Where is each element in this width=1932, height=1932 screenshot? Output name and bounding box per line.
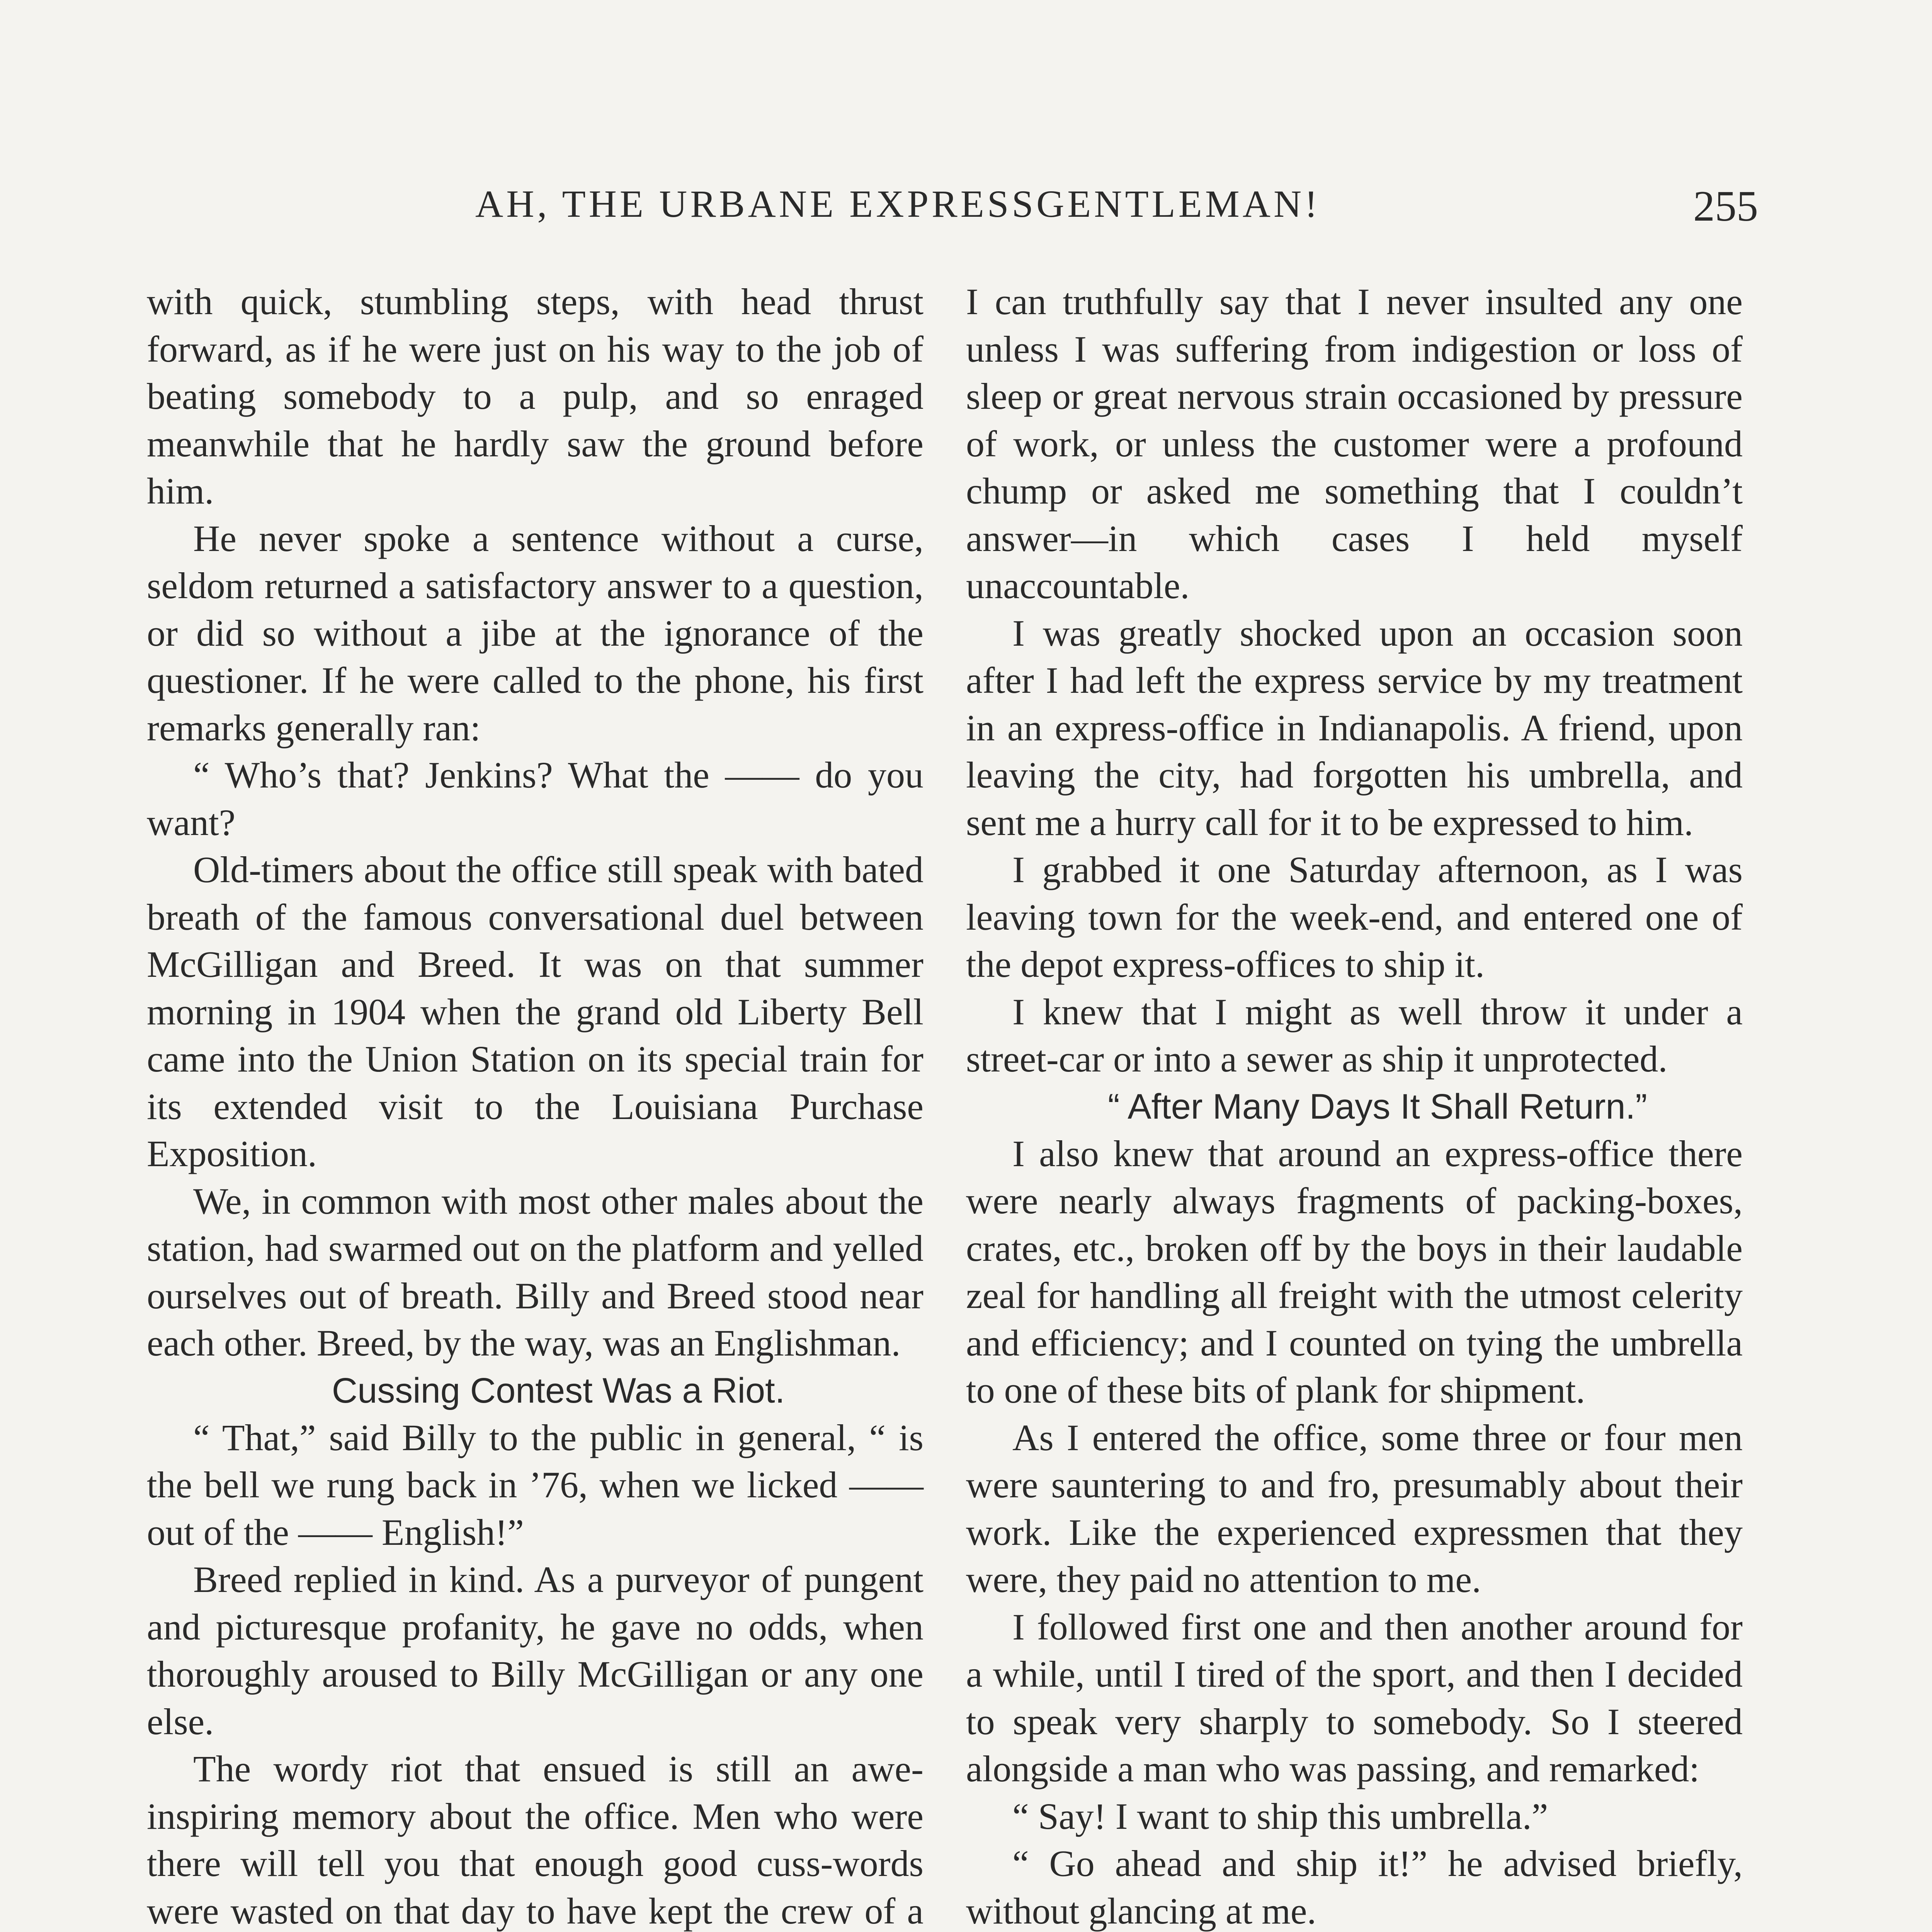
paragraph: “ Say! I want to ship this umbrella.” [1012, 1795, 1548, 1837]
paragraph: I grabbed it one Saturday afternoon, as I was leaving town for the week-end, and entered one of the depot express-offices to ship it. [966, 849, 1743, 985]
paragraph: I can truthfully say that I never insulted any one unless I was suffering from indigestion or loss of sleep or great nervous strain occasioned by pressure of work, or unless the customer were a profound chump or asked me something that I couldn’t answer—in which cases I held myself unaccountable. [966, 281, 1743, 606]
paragraph: “ Who’s that? Jenkins? What the —— do you want? [147, 754, 923, 843]
paragraph: “ That,” said Billy to the public in general, “ is the bell we rung back in ’76, when we licked —— out of the —— English!” [147, 1417, 923, 1553]
paragraph: Old-timers about the office still speak with bated breath of the famous conversational duel between McGilligan and Breed. It was on that summer morning in 1904 when the grand old Liberty Bell came into the Union Station on its special train for its extended visit to the Louisiana Purchase Exposition. [147, 849, 923, 1174]
paragraph: I followed first one and then another around for a while, until I tired of the sport, and then I decided to speak very sharply to somebody. So I steered alongside a man who was passing, and remarked: [966, 1606, 1743, 1789]
page-header [475, 182, 1758, 243]
paragraph: Breed replied in kind. As a purveyor of pungent and picturesque profanity, he gave no odds, when thoroughly aroused to Billy McGilligan or any one else. [147, 1559, 923, 1742]
paragraph: with quick, stumbling steps, with head thrust forward, as if he were just on his way to the job of beating somebody to a pulp, and so enraged meanwhile that he hardly saw the ground before him. [147, 281, 923, 512]
page-number: 255 [1693, 182, 1758, 230]
paragraph: I also knew that around an express-office there were nearly always fragments of packing-boxes, crates, etc., broken off by the boys in their laudable zeal for handling all freight with the utmost celerity and efficiency; and I counted on tying the umbrella to one of these bits of plank for shipment. [966, 1133, 1743, 1411]
running-head: AH, THE URBANE EXPRESSGENTLEMAN! [475, 182, 1321, 225]
paragraph: As I entered the office, some three or four men were sauntering to and fro, presumably about their work. Like the experienced expressmen that they were, they paid no attention to me. [966, 1417, 1743, 1600]
paragraph: The wordy riot that ensued is still an awe-inspiring memory about the office. Men who were there will tell you that enough good cuss-words were wasted on that day to have kept the crew of a [147, 1748, 923, 1932]
paragraph: He never spoke a sentence without a curse, seldom returned a satisfactory answer to a question, or did so without a jibe at the ignorance of the questioner. If he were called to the phone, his first remarks generally ran: [147, 517, 923, 748]
section-subhead: Cussing Contest Was a Riot. [332, 1371, 785, 1410]
right-column [966, 278, 1743, 1932]
paragraph: I knew that I might as well throw it under a street-car or into a sewer as ship it unprotected. [966, 991, 1743, 1080]
paragraph: I was greatly shocked upon an occasion soon after I had left the express service by my treatment in an express-office in Indianapolis. A friend, upon leaving the city, had forgotten his umbrella, and sent me a hurry call for it to be expressed to him. [966, 612, 1743, 843]
paragraph: We, in common with most other males about the station, had swarmed out on the platform and yelled ourselves out of breath. Billy and Breed stood near each other. Breed, by the way, was an Englishman. [147, 1180, 923, 1364]
paragraph: “ Go ahead and ship it!” he advised briefly, without glancing at me. [966, 1843, 1743, 1932]
section-subhead: “ After Many Days It Shall Return.” [1108, 1087, 1647, 1126]
left-column [147, 278, 923, 1932]
